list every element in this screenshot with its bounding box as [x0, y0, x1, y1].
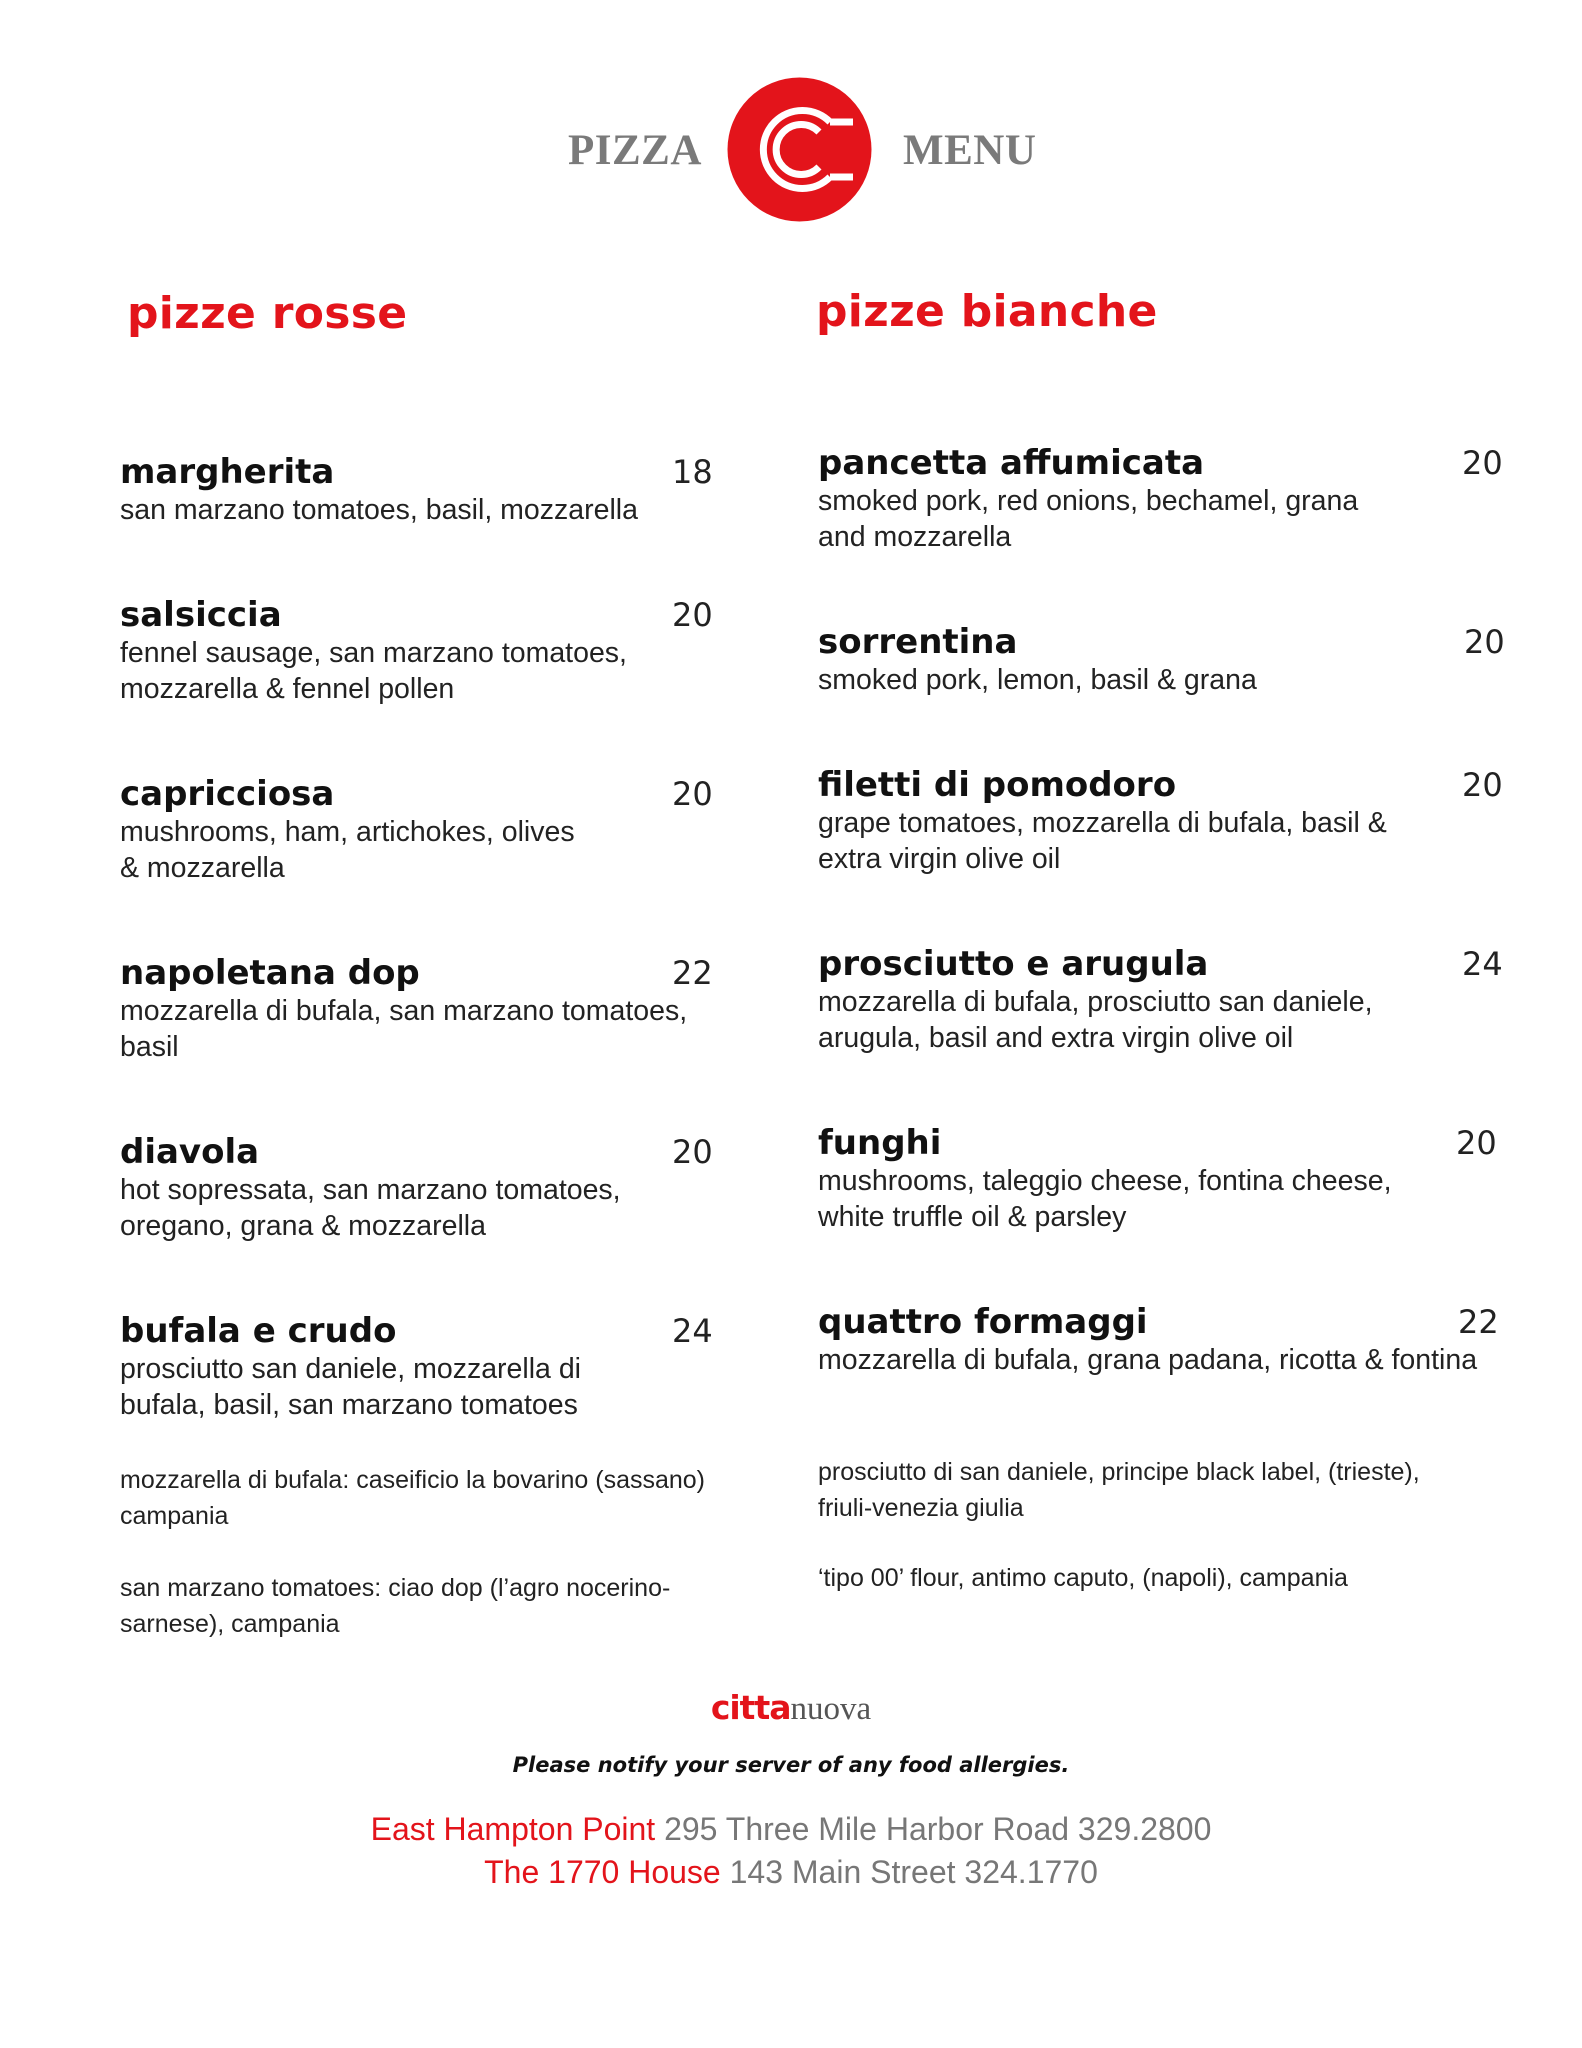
menu-item-quattro-formaggi	[818, 1302, 1502, 1378]
item-price: 20	[672, 596, 713, 634]
item-description: bufala, basil, san marzano tomatoes	[120, 1389, 578, 1421]
item-description: mushrooms, taleggio cheese, fontina cheese,	[818, 1165, 1392, 1197]
item-name: pancetta affumicata	[818, 443, 1205, 483]
item-price: 20	[1456, 1124, 1497, 1162]
item-name: napoletana dop	[120, 953, 420, 993]
menu-item-capricciosa	[120, 774, 712, 886]
menu-item-sorrentina	[818, 622, 1505, 698]
note-line: mozzarella di bufala: caseificio la bovarino (sassano)	[120, 1466, 706, 1494]
item-price: 22	[1458, 1303, 1499, 1341]
item-name: diavola	[120, 1132, 260, 1172]
location-east-hampton	[0, 1811, 1582, 1848]
header-pizza-word: PIZZA	[568, 127, 702, 174]
item-description: & mozzarella	[120, 852, 285, 884]
item-description: san marzano tomatoes, basil, mozzarella	[120, 494, 638, 526]
menu-item-diavola	[120, 1132, 712, 1244]
note-line: san marzano tomatoes: ciao dop (l’agro nocerino-	[120, 1574, 671, 1602]
item-name: filetti di pomodoro	[818, 765, 1177, 805]
c-logo-icon	[727, 77, 872, 222]
item-description: smoked pork, lemon, basil & grana	[818, 664, 1257, 696]
item-name: quattro formaggi	[818, 1302, 1148, 1342]
item-description: basil	[120, 1031, 179, 1063]
item-description: fennel sausage, san marzano tomatoes,	[120, 637, 627, 669]
note-line: prosciutto di san daniele, principe black label, (trieste),	[818, 1458, 1420, 1486]
brand-bold: citta	[710, 1688, 791, 1727]
item-price: 24	[1462, 945, 1503, 983]
brand-light: nuova	[790, 1691, 872, 1727]
item-price: 18	[672, 453, 713, 491]
menu-item-salsiccia	[120, 595, 712, 707]
section-title-bianche: pizze bianche	[816, 286, 1158, 337]
menu-item-margherita	[120, 452, 712, 528]
item-description: mozzarella di bufala, san marzano tomatoes,	[120, 995, 688, 1027]
item-name: margherita	[120, 452, 335, 492]
menu-item-filetti-di-pomodoro	[818, 765, 1502, 877]
allergy-notice: Please notify your server of any food allergies.	[512, 1753, 1070, 1777]
item-price: 20	[1462, 444, 1503, 482]
note-line: ‘tipo 00’ flour, antimo caputo, (napoli), campania	[818, 1564, 1348, 1592]
note-line: friuli-venezia giulia	[818, 1494, 1024, 1522]
menu-item-napoletana-dop	[120, 953, 712, 1065]
sourcing-note-bufala	[120, 1462, 705, 1534]
menu-item-pancetta-affumicata	[818, 443, 1502, 555]
item-description: and mozzarella	[818, 521, 1012, 553]
item-description: arugula, basil and extra virgin olive oil	[818, 1022, 1294, 1054]
item-name: bufala e crudo	[120, 1311, 397, 1351]
item-description: extra virgin olive oil	[818, 843, 1061, 875]
item-price: 22	[672, 954, 713, 992]
item-price: 20	[1464, 623, 1505, 661]
sourcing-note-prosciutto	[818, 1454, 1420, 1526]
sourcing-note-flour	[818, 1560, 1348, 1596]
item-price: 24	[672, 1312, 713, 1350]
item-description: mozzarella di bufala, grana padana, ricotta & fontina	[818, 1344, 1478, 1376]
item-description: prosciutto san daniele, mozzarella di	[120, 1353, 581, 1385]
item-description: smoked pork, red onions, bechamel, grana	[818, 485, 1359, 517]
note-line: sarnese), campania	[120, 1610, 340, 1638]
location-address: 143 Main Street 324.1770	[729, 1854, 1098, 1890]
menu-item-prosciutto-e-arugula	[818, 944, 1502, 1056]
brand-wordmark	[0, 1688, 1582, 1728]
item-description: white truffle oil & parsley	[818, 1201, 1127, 1233]
item-name: prosciutto e arugula	[818, 944, 1209, 984]
menu-item-funghi	[818, 1123, 1502, 1235]
item-price: 20	[672, 1133, 713, 1171]
item-description: grape tomatoes, mozzarella di bufala, basil &	[818, 807, 1387, 839]
item-description: hot sopressata, san marzano tomatoes,	[120, 1174, 621, 1206]
item-name: sorrentina	[818, 622, 1018, 662]
item-description: mushrooms, ham, artichokes, olives	[120, 816, 575, 848]
section-title-rosse: pizze rosse	[127, 288, 408, 339]
location-1770-house	[0, 1854, 1582, 1891]
item-description: oregano, grana & mozzarella	[120, 1210, 486, 1242]
item-description: mozzarella & fennel pollen	[120, 673, 455, 705]
location-name: East Hampton Point	[370, 1811, 656, 1847]
note-line: campania	[120, 1502, 229, 1530]
header-menu-word: MENU	[903, 127, 1037, 174]
item-price: 20	[1462, 766, 1503, 804]
sourcing-note-tomatoes	[120, 1570, 670, 1642]
location-name: The 1770 House	[484, 1854, 721, 1890]
item-name: funghi	[818, 1123, 942, 1163]
item-name: capricciosa	[120, 774, 335, 814]
item-price: 20	[672, 775, 713, 813]
location-address: 295 Three Mile Harbor Road 329.2800	[664, 1811, 1212, 1847]
item-description: mozzarella di bufala, prosciutto san daniele,	[818, 986, 1373, 1018]
menu-item-bufala-e-crudo	[120, 1311, 712, 1423]
item-name: salsiccia	[120, 595, 282, 635]
